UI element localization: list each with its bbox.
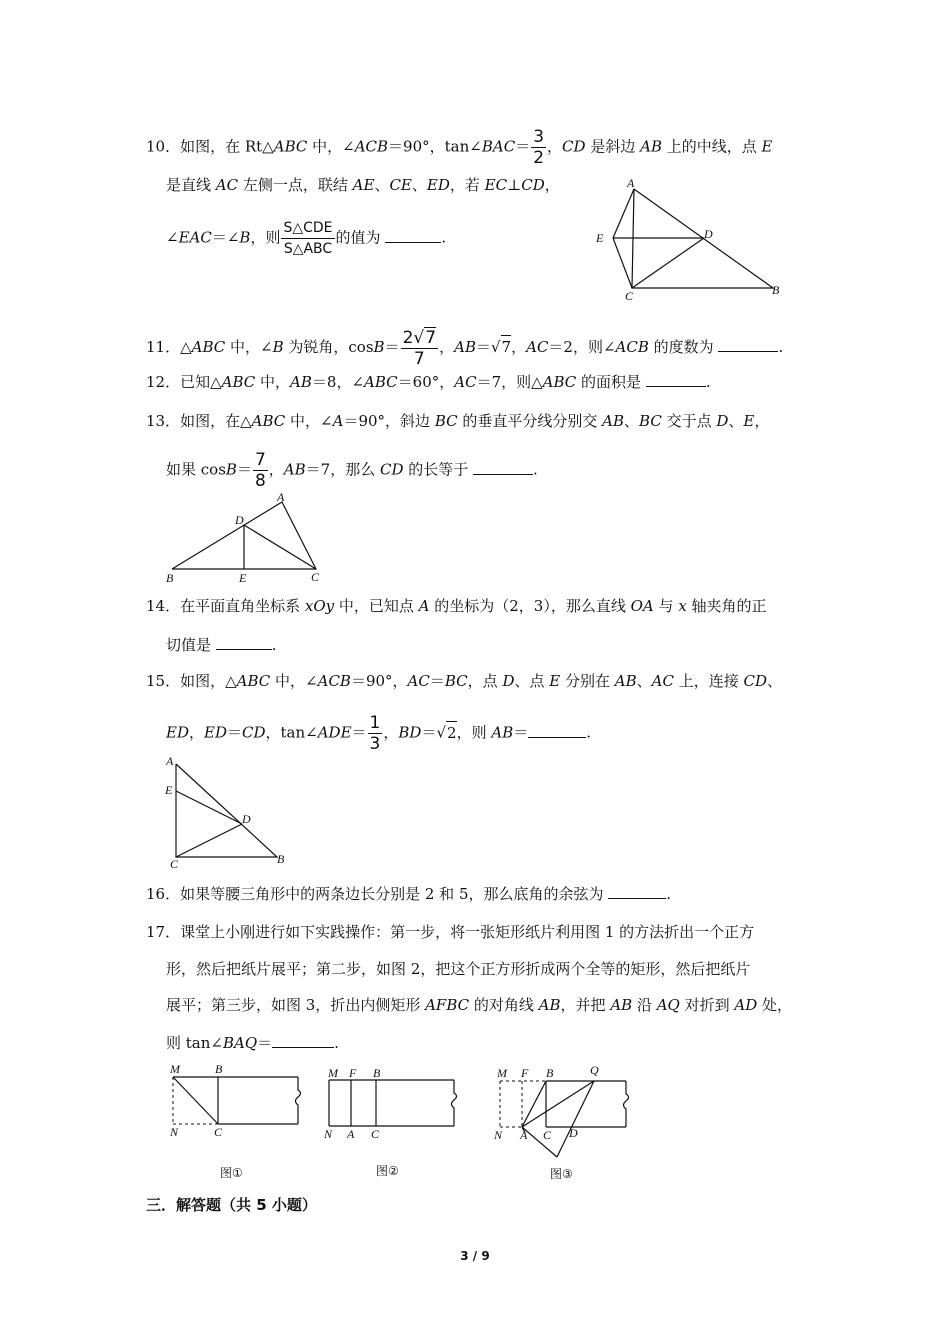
q17-figure-2 (320, 1060, 480, 1185)
q17-f2-label-M: M (328, 1066, 338, 1080)
answer-blank[interactable] (272, 1033, 334, 1048)
q10-line3: ∠EAC＝∠B，则 $\frac{\text{S△CDE}}{\text{S△ABC}}$ 的值为 . (166, 220, 447, 257)
q17-f2-label-C: C (371, 1127, 380, 1141)
q10-line2: 是直线 AC 左侧一点，联结 AE、CE、ED，若 EC⊥CD， (166, 176, 560, 194)
q10-label-E: E (596, 231, 604, 245)
q17-f3-label-B: B (546, 1066, 554, 1080)
q14-line1: 14．在平面直角坐标系 xOy 中，已知点 A 的坐标为（2，3），那么直线 OA 与 x 轴夹角的正 (146, 597, 767, 615)
q17-f3-label-M: M (497, 1066, 507, 1080)
q17-f2-label-B: B (373, 1066, 381, 1080)
answer-blank[interactable] (528, 723, 586, 738)
q17-f1-label-B: B (215, 1062, 223, 1076)
fraction-7-8: $\frac{7}{8}$ (254, 450, 266, 491)
answer-blank[interactable] (473, 460, 533, 475)
q10-line1: 10．如图，在 Rt△ABC 中，∠ACB＝90°，tan∠BAC＝ $\frac{3}{2}$ ，CD 是斜边 AB 上的中线，点 E (146, 127, 773, 168)
answer-blank[interactable] (718, 337, 778, 352)
q17-line3: 展平；第三步，如图 3，折出内侧矩形 AFBC 的对角线 AB，并把 AB 沿 AQ 对折到 AD 处， (166, 996, 793, 1014)
q13-label-E: E (239, 571, 247, 585)
q17-f3-label-Q: Q (590, 1063, 599, 1077)
fraction-3-2: $\frac{3}{2}$ (533, 127, 545, 168)
q15-label-D: D (242, 812, 251, 826)
fraction-1-3: $\frac{1}{3}$ (369, 713, 381, 754)
q17-f2-label-A: A (347, 1127, 355, 1141)
answer-blank[interactable] (385, 228, 441, 243)
q17-fig3-caption: 图③ (550, 1167, 573, 1181)
q13-label-B: B (166, 571, 174, 585)
q15-label-E: E (165, 783, 173, 797)
q17-f3-label-A: A (520, 1128, 528, 1142)
q13-label-C: C (311, 570, 320, 584)
q15-figure (160, 752, 295, 870)
q15-line2: ED，ED＝CD，tan∠ADE＝ $\frac{1}{3}$ ，BD＝√2，则 AB＝ . (166, 713, 592, 754)
q15-label-B: B (277, 852, 285, 866)
q15-label-C: C (170, 857, 179, 870)
q17-figure-3 (490, 1060, 650, 1185)
q16-line: 16．如果等腰三角形中的两条边长分别是 2 和 5，那么底角的余弦为 . (146, 885, 672, 903)
q10-figure (590, 172, 790, 307)
q15-label-A: A (166, 754, 174, 768)
q17-f3-label-D: D (569, 1126, 578, 1140)
q17-f2-label-N: N (324, 1127, 333, 1141)
q13-line1: 13．如图，在△ABC 中，∠A＝90°，斜边 BC 的垂直平分线分别交 AB、BC 交于点 D、E， (146, 412, 770, 430)
q14-line2: 切值是 . (166, 636, 277, 654)
q13-label-A: A (277, 490, 285, 504)
q17-figure-1 (160, 1060, 320, 1185)
answer-blank[interactable] (646, 372, 706, 387)
fraction-2root7-7: $\frac{2√7}{7}$ (402, 328, 437, 369)
q10-label-A: A (627, 176, 635, 190)
q13-line2: 如果 cosB＝ $\frac{7}{8}$ ，AB＝7，那么 CD 的长等于 . (166, 450, 538, 491)
q17-f1-label-N: N (170, 1125, 179, 1139)
q17-line1: 17．课堂上小刚进行如下实践操作：第一步，将一张矩形纸片利用图 1 的方法折出一个正方 (146, 923, 755, 941)
q17-f3-label-C: C (543, 1128, 552, 1142)
page-number: 3 / 9 (460, 1249, 490, 1263)
q17-f3-label-F: F (521, 1066, 529, 1080)
q17-f3-label-N: N (494, 1128, 503, 1142)
q15-line1: 15．如图，△ABC 中，∠ACB＝90°，AC＝BC，点 D、点 E 分别在 AB、AC 上，连接 CD、 (146, 672, 783, 690)
q11-line: 11．△ABC 中，∠B 为锐角，cosB＝ $\frac{2√7}{7}$ ，AB＝√7，AC＝2，则∠ACB 的度数为 . (146, 328, 784, 369)
answer-blank[interactable] (608, 884, 666, 899)
q17-f1-label-M: M (170, 1062, 180, 1076)
q12-line: 12．已知△ABC 中，AB＝8，∠ABC＝60°，AC＝7，则△ABC 的面积是 . (146, 373, 711, 391)
q17-line2: 形，然后把纸片展平；第二步，如图 2，把这个正方形折成两个全等的矩形，然后把纸片 (166, 960, 751, 978)
answer-blank[interactable] (216, 635, 272, 650)
q17-f1-label-C: C (214, 1125, 223, 1139)
q17-line4: 则 tan∠BAQ＝ . (166, 1034, 339, 1052)
q17-f2-label-F: F (349, 1066, 357, 1080)
area-ratio-fraction: $\frac{\text{S△CDE}}{\text{S△ABC}}$ (283, 220, 333, 257)
q17-fig1-caption: 图① (220, 1166, 243, 1180)
q13-label-D: D (235, 513, 244, 527)
q10-label-B: B (772, 283, 780, 297)
section-3-heading: 三．解答题（共 5 小题） (146, 1196, 317, 1214)
q13-figure (160, 488, 335, 588)
q10-label-D: D (704, 227, 713, 241)
q10-label-C: C (625, 289, 634, 303)
q17-fig2-caption: 图② (376, 1164, 399, 1178)
